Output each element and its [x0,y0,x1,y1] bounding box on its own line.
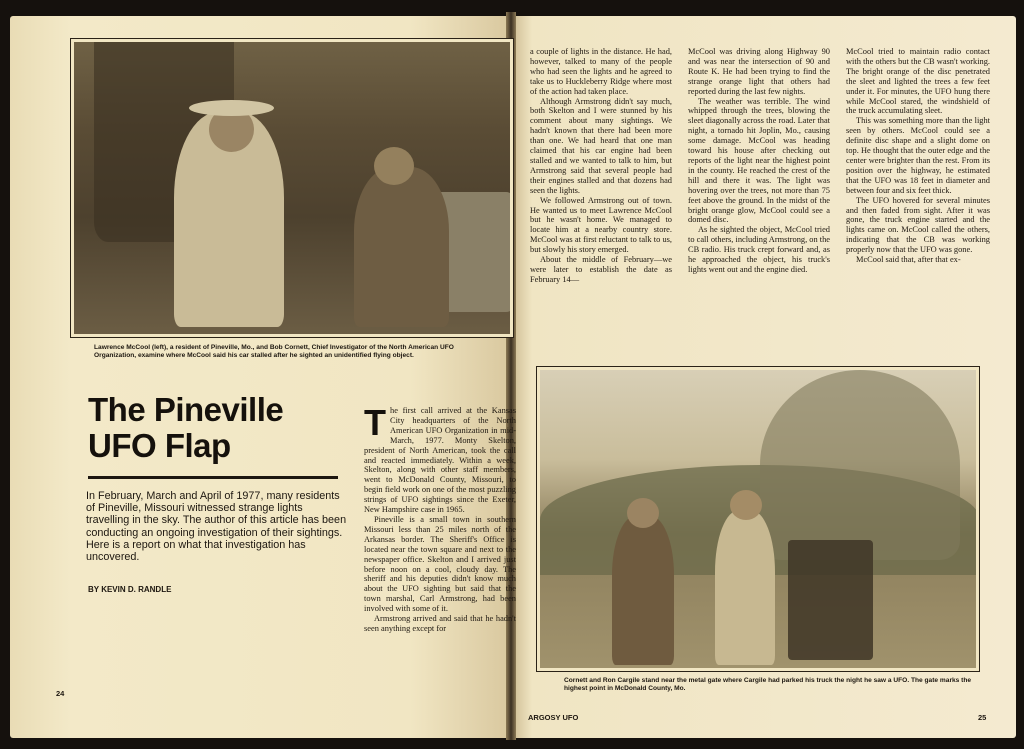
article-title [88,392,283,464]
paragraph: McCool tried to maintain radio contact with the others but the CB wasn't working. The bright orange of the disc penetrated the sleet and lighted the trees a few feet under it. For minutes, the UFO hung there while McCool stared, the windshield of the truck accumulating sleet. [846,47,990,116]
article-title-line2: UFO Flap [88,427,231,464]
paragraph: McCool said that, after that ex- [856,255,961,265]
paragraph: About the middle of February—we were later to establish the date as February 14— [530,255,672,284]
paragraph: Armstrong arrived and said that he hadn't seen anything except for [364,614,516,633]
magazine-name: ARGOSY UFO [528,713,579,722]
column-3 [688,47,830,275]
right-photo-caption: Cornett and Ron Cargile stand near the metal gate where Cargile had parked his truck the night he saw a UFO. The gate marks the highest point in McDonald County, Mo. [564,677,972,692]
left-photo-caption: Lawrence McCool (left), a resident of Pineville, Mo., and Bob Cornett, Chief Investigator of the North American UFO Organization, examine where McCool said his car stalled after he sighted an unidentified flying object. [94,344,454,359]
paragraph: As he sighted the object, McCool tried to call others, including Armstrong, on the CB radio. His truck crept forward and, as he approached the object, his truck's lights went out and the engine died. [688,225,830,274]
paragraph: a couple of lights in the distance. He had, however, talked to many of the people who had seen the lights and he agreed to take us to Huckleberry Ridge where most of the action had taken place. [530,47,672,96]
article-title-line1: The Pineville [88,391,284,428]
paragraph: The weather was terrible. The wind whipped through the trees, blowing the sleet diagonally across the road. Later that night, a tornado hit Joplin, Mo., causing some damage. McCool was heading toward his house after checking out reports of the light near the highest point in the county. He reached the crest of the hill and there it was. The light was hovering over the trees, not more than 75 feet above the ground. In the midst of the bright orange glow, McCool could see a domed disc. [688,96,830,225]
paragraph: We followed Armstrong out of town. He wanted us to meet Lawrence McCool but he wasn't home. We managed to locate him at a nearby country store. McCool was at first reluctant to talk to us, but slowly his story emerged. [530,195,672,255]
column-4 [846,47,990,265]
paragraph: Although Armstrong didn't say much, both Skelton and I were stunned by his comment about many sightings. We hadn't known that there had been more than one. We had heard that one man claimed that his car engine had been stalled and we wanted to talk to him, but Armstrong said that several people had their engines stalled and that dozens had seen the lights. [530,96,672,195]
column-1 [364,402,516,634]
column-2 [530,47,672,285]
title-divider [88,476,338,479]
paragraph: The first call arrived at the Kansas City headquarters of the North American UFO Organization in mid-March, 1977. Monty Skelton, president of North American, took the call and reacted immediately. Within a week, Skelton, along with other staff members, went to McDonald County, Missouri, to begin field work on one of the most puzzling strings of UFO sightings since the Exeter, New Hampshire case in 1965. [364,402,516,515]
left-page-number: 24 [56,689,65,698]
photo-mccool-cornett [70,38,514,338]
byline: BY KEVIN D. RANDLE [88,585,172,594]
drop-cap: T [364,402,386,443]
paragraph: Pineville is a small town in southern Missouri less than 25 miles north of the Arkansas border. The Sheriff's Office is located near the town square and next to the newspaper office. Skelton and I arrived just before noon on a cool, cloudy day. The sheriff and his deputies didn't know much about the UFO sighting but said that the town marshal, Carl Armstrong, had been involved with some of it. [364,514,516,614]
article-deck: In February, March and April of 1977, many residents of Pineville, Missouri witnessed strange lights travelling in the sky. The author of this article has been conducting an ongoing investigation of their sightings. Here is a report on what that investigation has uncovered. [86,490,347,564]
paragraph: McCool was driving along Highway 90 and was near the intersection of 90 and Route K. He had been trying to find the strange orange light that others had reported during the last few nights. [688,47,830,96]
paragraph: The UFO hovered for several minutes and then faded from sight. After it was gone, the truck engine started and the lights came on. McCool called the others, indicating that the CB was working properly now that the UFO was gone. [846,195,990,255]
right-page-number: 25 [978,713,987,722]
paragraph: This was something more than the light seen by others. McCool could see a definite disc shape and a slight dome on top. He thought that the outer edge and the center were brighter than the rest. From its position over the highway, he estimated that the UFO was 18 feet in diameter and between four and six feet thick. [846,116,990,195]
photo-gate-cargile [536,366,980,672]
